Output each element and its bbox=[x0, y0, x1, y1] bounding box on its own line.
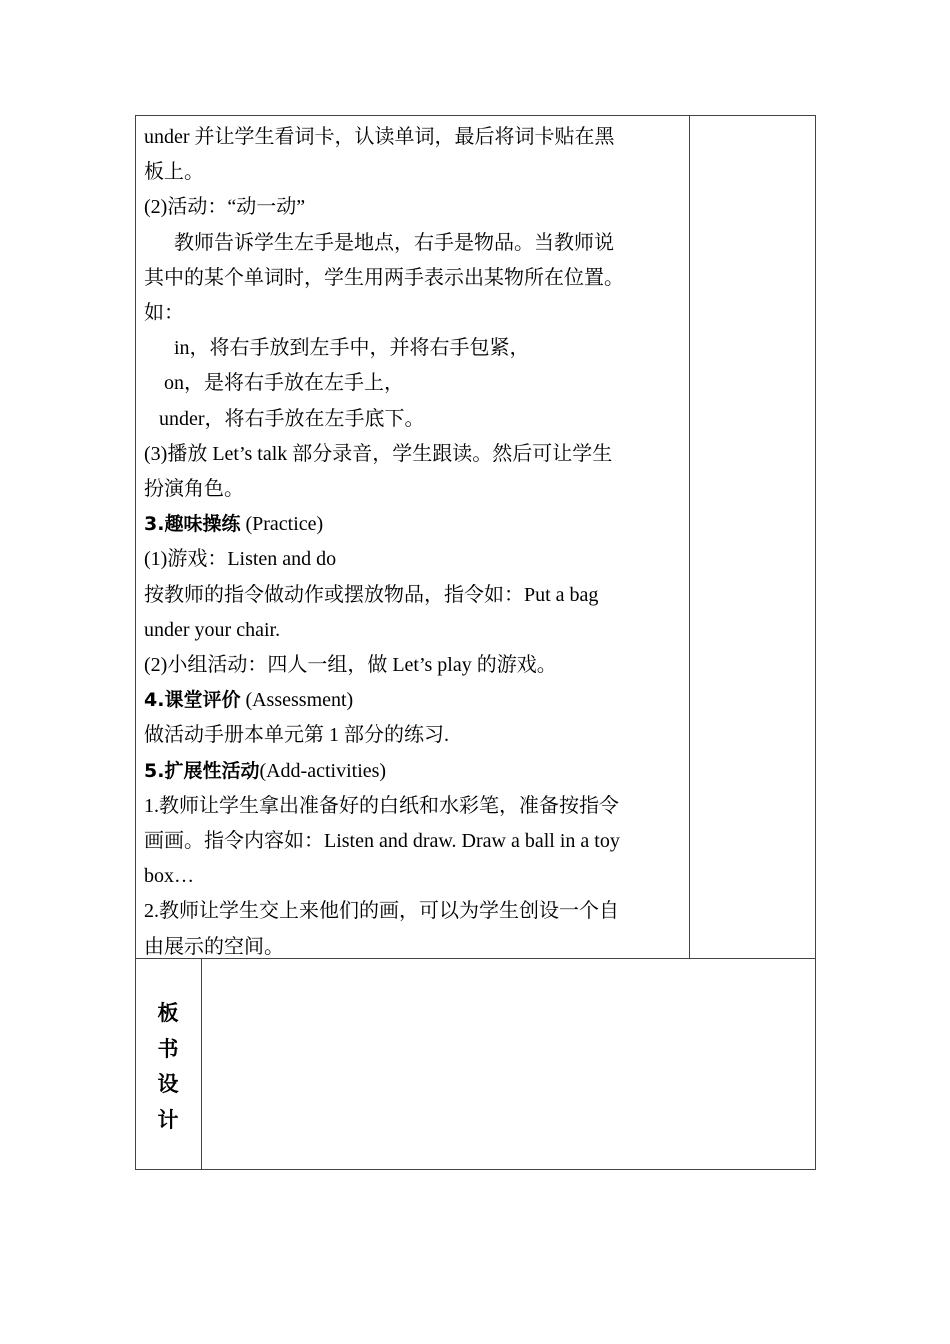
board-design-cell bbox=[202, 959, 815, 1169]
text-line: 如： bbox=[144, 302, 184, 325]
label-char: 板 bbox=[157, 1001, 179, 1025]
label-char: 书 bbox=[157, 1036, 179, 1061]
table-right-border bbox=[815, 115, 816, 1170]
section-heading-suffix: (Practice) bbox=[240, 513, 324, 536]
section-heading-bold: 4.课堂评价 bbox=[144, 689, 241, 712]
text-line: (2)小组活动：四人一组，做 Let’s play 的游戏。 bbox=[144, 654, 557, 677]
notes-cell bbox=[690, 116, 815, 958]
text-line: 教师告诉学生左手是地点，右手是物品。当教师说 bbox=[144, 231, 614, 254]
section-heading-practice bbox=[144, 507, 684, 542]
board-design-label bbox=[136, 996, 200, 1138]
teaching-procedure-cell bbox=[144, 120, 684, 965]
text-line: 1.教师让学生拿出准备好的白纸和水彩笔，准备按指令 bbox=[144, 794, 619, 817]
text-line: 2.教师让学生交上来他们的画，可以为学生创设一个自 bbox=[144, 900, 619, 923]
text-line: 由展示的空间。 bbox=[144, 935, 284, 958]
section-heading-bold: 3.趣味操练 bbox=[144, 513, 241, 536]
text-line: (1)游戏：Listen and do bbox=[144, 548, 337, 571]
label-char: 设 bbox=[157, 1072, 179, 1096]
text-line: 画画。指令内容如：Listen and draw. Draw a ball in a toy bbox=[144, 830, 620, 853]
label-char: 计 bbox=[157, 1107, 179, 1132]
text-line: under your chair. bbox=[144, 618, 281, 641]
section-heading-bold: 5.扩展性活动 bbox=[144, 759, 260, 782]
text-line: under，将右手放在左手底下。 bbox=[144, 407, 425, 430]
text-line: box… bbox=[144, 865, 194, 888]
text-line: 其中的某个单词时，学生用两手表示出某物所在位置。 bbox=[144, 266, 624, 289]
text-line: 板上。 bbox=[144, 161, 204, 184]
section-heading-suffix: (Assessment) bbox=[240, 689, 354, 712]
text-line: on，是将右手放在左手上， bbox=[144, 372, 404, 395]
section-heading-suffix: (Add-activities) bbox=[259, 759, 387, 782]
table-bottom-border bbox=[135, 1169, 816, 1170]
text-line: 做活动手册本单元第 1 部分的练习. bbox=[144, 724, 449, 747]
text-line: in，将右手放到左手中，并将右手包紧， bbox=[144, 337, 530, 360]
text-line: under 并让学生看词卡，认读单词，最后将词卡贴在黑 bbox=[144, 126, 615, 148]
text-line: 按教师的指令做动作或摆放物品，指令如：Put a bag bbox=[144, 583, 599, 606]
text-line: (2)活动：“动一动” bbox=[144, 196, 306, 219]
text-line: (3)播放 Let’s talk 部分录音，学生跟读。然后可让学生 bbox=[144, 442, 613, 465]
section-heading-add-activities bbox=[144, 754, 684, 789]
text-line: 扮演角色。 bbox=[144, 478, 244, 501]
section-heading-assessment bbox=[144, 683, 684, 718]
